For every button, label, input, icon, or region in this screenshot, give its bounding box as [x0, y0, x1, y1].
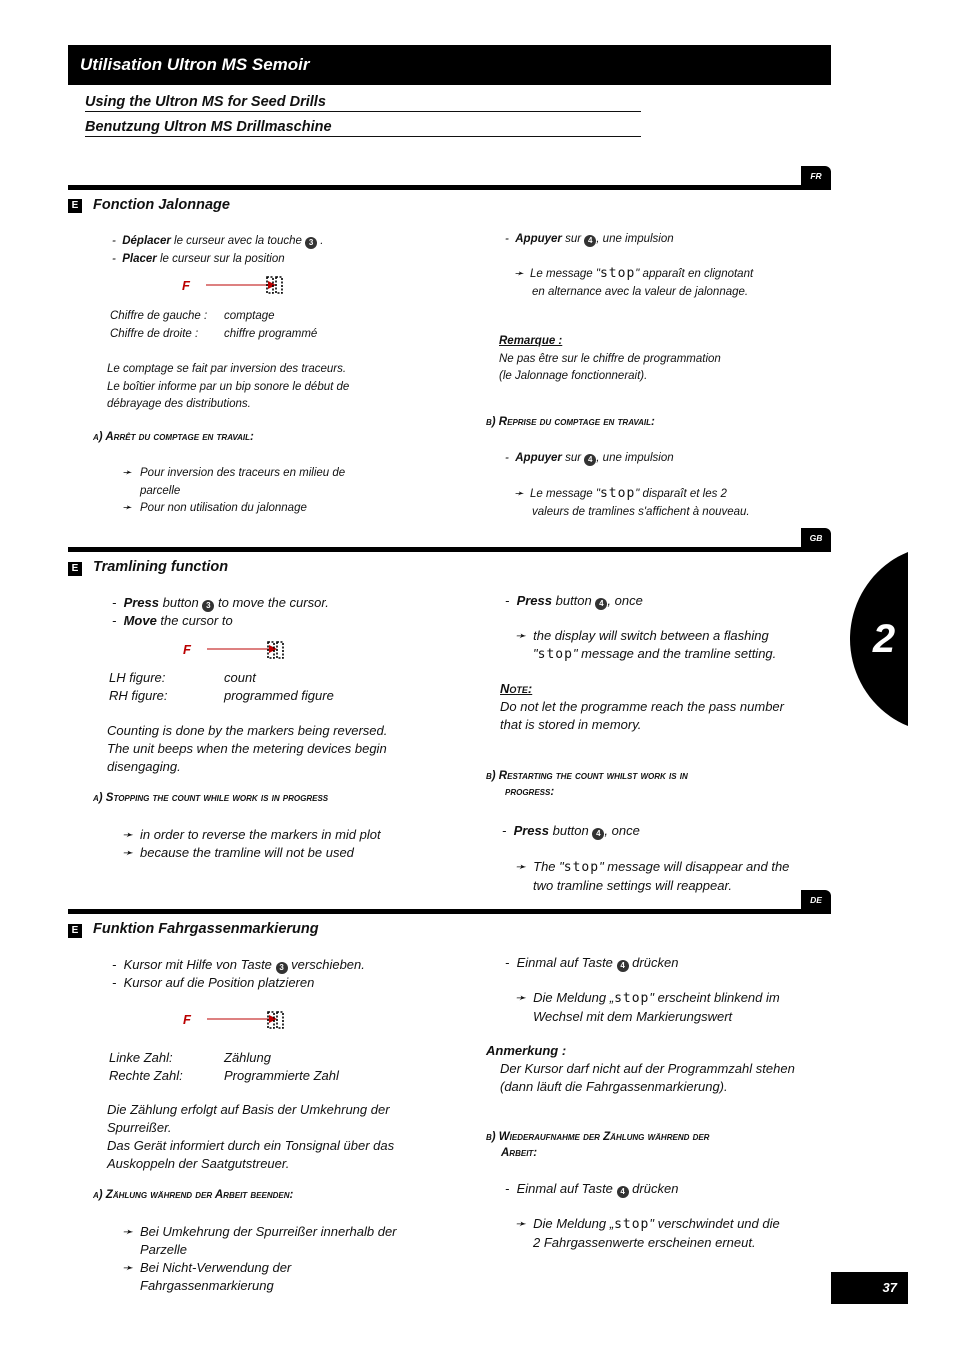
- section-title-gb: Tramlining function: [93, 559, 229, 575]
- lang-tag-fr: FR: [801, 166, 831, 186]
- gb-f-arrow: F: [183, 640, 281, 659]
- page-title: Utilisation Ultron MS Semoir: [80, 55, 310, 74]
- fr-message: ➛ Le message "stop" apparaît en clignotant en alternance avec la valeur de jalonnage.: [514, 266, 754, 298]
- fr-b-heading: b) Reprise du comptage en travail:: [486, 416, 655, 428]
- fr-f-arrow: F: [182, 276, 280, 295]
- de-a-list: ➛ Bei Umkehrung der Spurreißer innerhalb der Parzelle ➛ Bei Nicht-Verwendung der Fahrgassenmarkierung: [122, 1224, 397, 1293]
- gb-b-message: ➛ The "stop" message will disappear and the two tramline settings will reappear.: [515, 859, 790, 893]
- key-4-icon: 4: [617, 960, 629, 972]
- chapter-number: 2: [872, 617, 896, 661]
- section-marker: E: [68, 924, 82, 938]
- de-note: Anmerkung : Der Kursor darf nicht auf der Programmzahl stehen (dann läuft die Fahrgassenmarkierung).: [486, 1043, 795, 1094]
- gb-a-list: ➛ in order to reverse the markers in mid plot ➛ because the tramline will not be used: [122, 827, 381, 860]
- key-3-icon: 3: [276, 962, 288, 974]
- fr-note: Remarque : Ne pas être sur le chiffre de programmation (le Jalonnage fonctionnerait).: [499, 335, 721, 382]
- de-f-arrow: F: [183, 1010, 281, 1029]
- tramline-digit-icon: [267, 1011, 285, 1029]
- de-b-message: ➛ Die Meldung „stop" verschwindet und die 2 Fahrgassenwerte erscheinen erneut.: [515, 1216, 780, 1250]
- section-title-fr: Fonction Jalonnage: [93, 197, 230, 213]
- section-marker: E: [68, 199, 82, 213]
- lang-tag-de: DE: [801, 890, 831, 910]
- fr-digit-table: Chiffre de gauche : comptage Chiffre de droite : chiffre programmé: [110, 310, 318, 340]
- key-4-icon: 4: [592, 828, 604, 840]
- gb-message: ➛ the display will switch between a flashing "stop" message and the tramline setting.: [515, 628, 777, 662]
- section-marker: E: [68, 562, 82, 576]
- section-divider: [68, 547, 831, 552]
- tramline-digit-icon: [267, 641, 285, 659]
- subtitle-en: Using the Ultron MS for Seed Drills: [85, 94, 641, 112]
- gb-a-heading: a) Stopping the count while work is in progress: [93, 792, 329, 804]
- de-digit-table: Linke Zahl: Zählung Rechte Zahl: Programmierte Zahl: [109, 1050, 339, 1083]
- de-right-col: - Einmal auf Taste 4 drücken: [505, 955, 679, 970]
- de-paragraph: Die Zählung erfolgt auf Basis der Umkehrung der Spurreißer. Das Gerät informiert durch ein Tonsignal über das Auskoppeln der Saatgutstreuer.: [107, 1102, 395, 1171]
- de-b-heading: b) Wiederaufnahme der Zählung während der Arbeit:: [486, 1131, 710, 1159]
- fr-b-press: - Appuyer sur 4 , une impulsion: [505, 452, 674, 464]
- fr-a-list: ➛ Pour inversion des traceurs en milieu de parcelle ➛ Pour non utilisation du jalonnage: [122, 467, 346, 514]
- key-4-icon: 4: [584, 454, 596, 466]
- page-number: 37: [831, 1272, 908, 1304]
- fr-paragraph: Le comptage se fait par inversion des traceurs. Le boîtier informe par un bip sonore le début de débrayage des distributions.: [107, 363, 350, 410]
- de-message: ➛ Die Meldung „stop" erscheint blinkend im Wechsel mit dem Markierungswert: [515, 990, 780, 1024]
- key-4-icon: 4: [595, 598, 607, 610]
- tramline-digit-icon: [266, 276, 284, 294]
- fr-instructions: - Déplacer le curseur avec la touche 3 . - Placer le curseur sur la position: [112, 235, 324, 265]
- fr-right-col: - Appuyer sur 4 , une impulsion: [505, 233, 674, 245]
- key-4-icon: 4: [584, 235, 596, 247]
- chapter-tab: [848, 552, 908, 726]
- gb-digit-table: LH figure: count RH figure: programmed figure: [109, 670, 334, 703]
- gb-paragraph: Counting is done by the markers being reversed. The unit beeps when the metering devices begin disengaging.: [107, 723, 388, 774]
- section-divider: [68, 909, 831, 914]
- key-3-icon: 3: [305, 237, 317, 249]
- de-b-press: - Einmal auf Taste 4 drücken: [505, 1181, 679, 1196]
- de-instructions: - Kursor mit Hilfe von Taste 3 verschieben. - Kursor auf die Position platzieren: [112, 957, 365, 990]
- page-header: [68, 45, 831, 85]
- gb-b-press: - Press button 4 , once: [502, 823, 640, 838]
- section-divider: [68, 185, 831, 190]
- gb-right-col: - Press button 4 , once: [505, 593, 643, 608]
- fr-a-heading: a) Arrêt du comptage en travail:: [93, 431, 254, 443]
- lang-tag-gb: GB: [801, 528, 831, 548]
- de-a-heading: a) Zählung während der Arbeit beenden:: [93, 1189, 294, 1201]
- gb-instructions: - Press button 3 to move the cursor. - Move the cursor to: [112, 595, 329, 628]
- section-title-de: Funktion Fahrgassenmarkierung: [93, 921, 319, 937]
- key-3-icon: 3: [202, 600, 214, 612]
- gb-b-heading: b) Restarting the count whilst work is in progress:: [486, 770, 688, 798]
- key-4-icon: 4: [617, 1186, 629, 1198]
- subtitle-de: Benutzung Ultron MS Drillmaschine: [85, 119, 641, 137]
- fr-b-message: ➛ Le message "stop" disparaît et les 2 valeurs de tramlines s'affichent à nouveau.: [514, 486, 750, 518]
- gb-note: Note: Do not let the programme reach the pass number that is stored in memory.: [500, 681, 784, 732]
